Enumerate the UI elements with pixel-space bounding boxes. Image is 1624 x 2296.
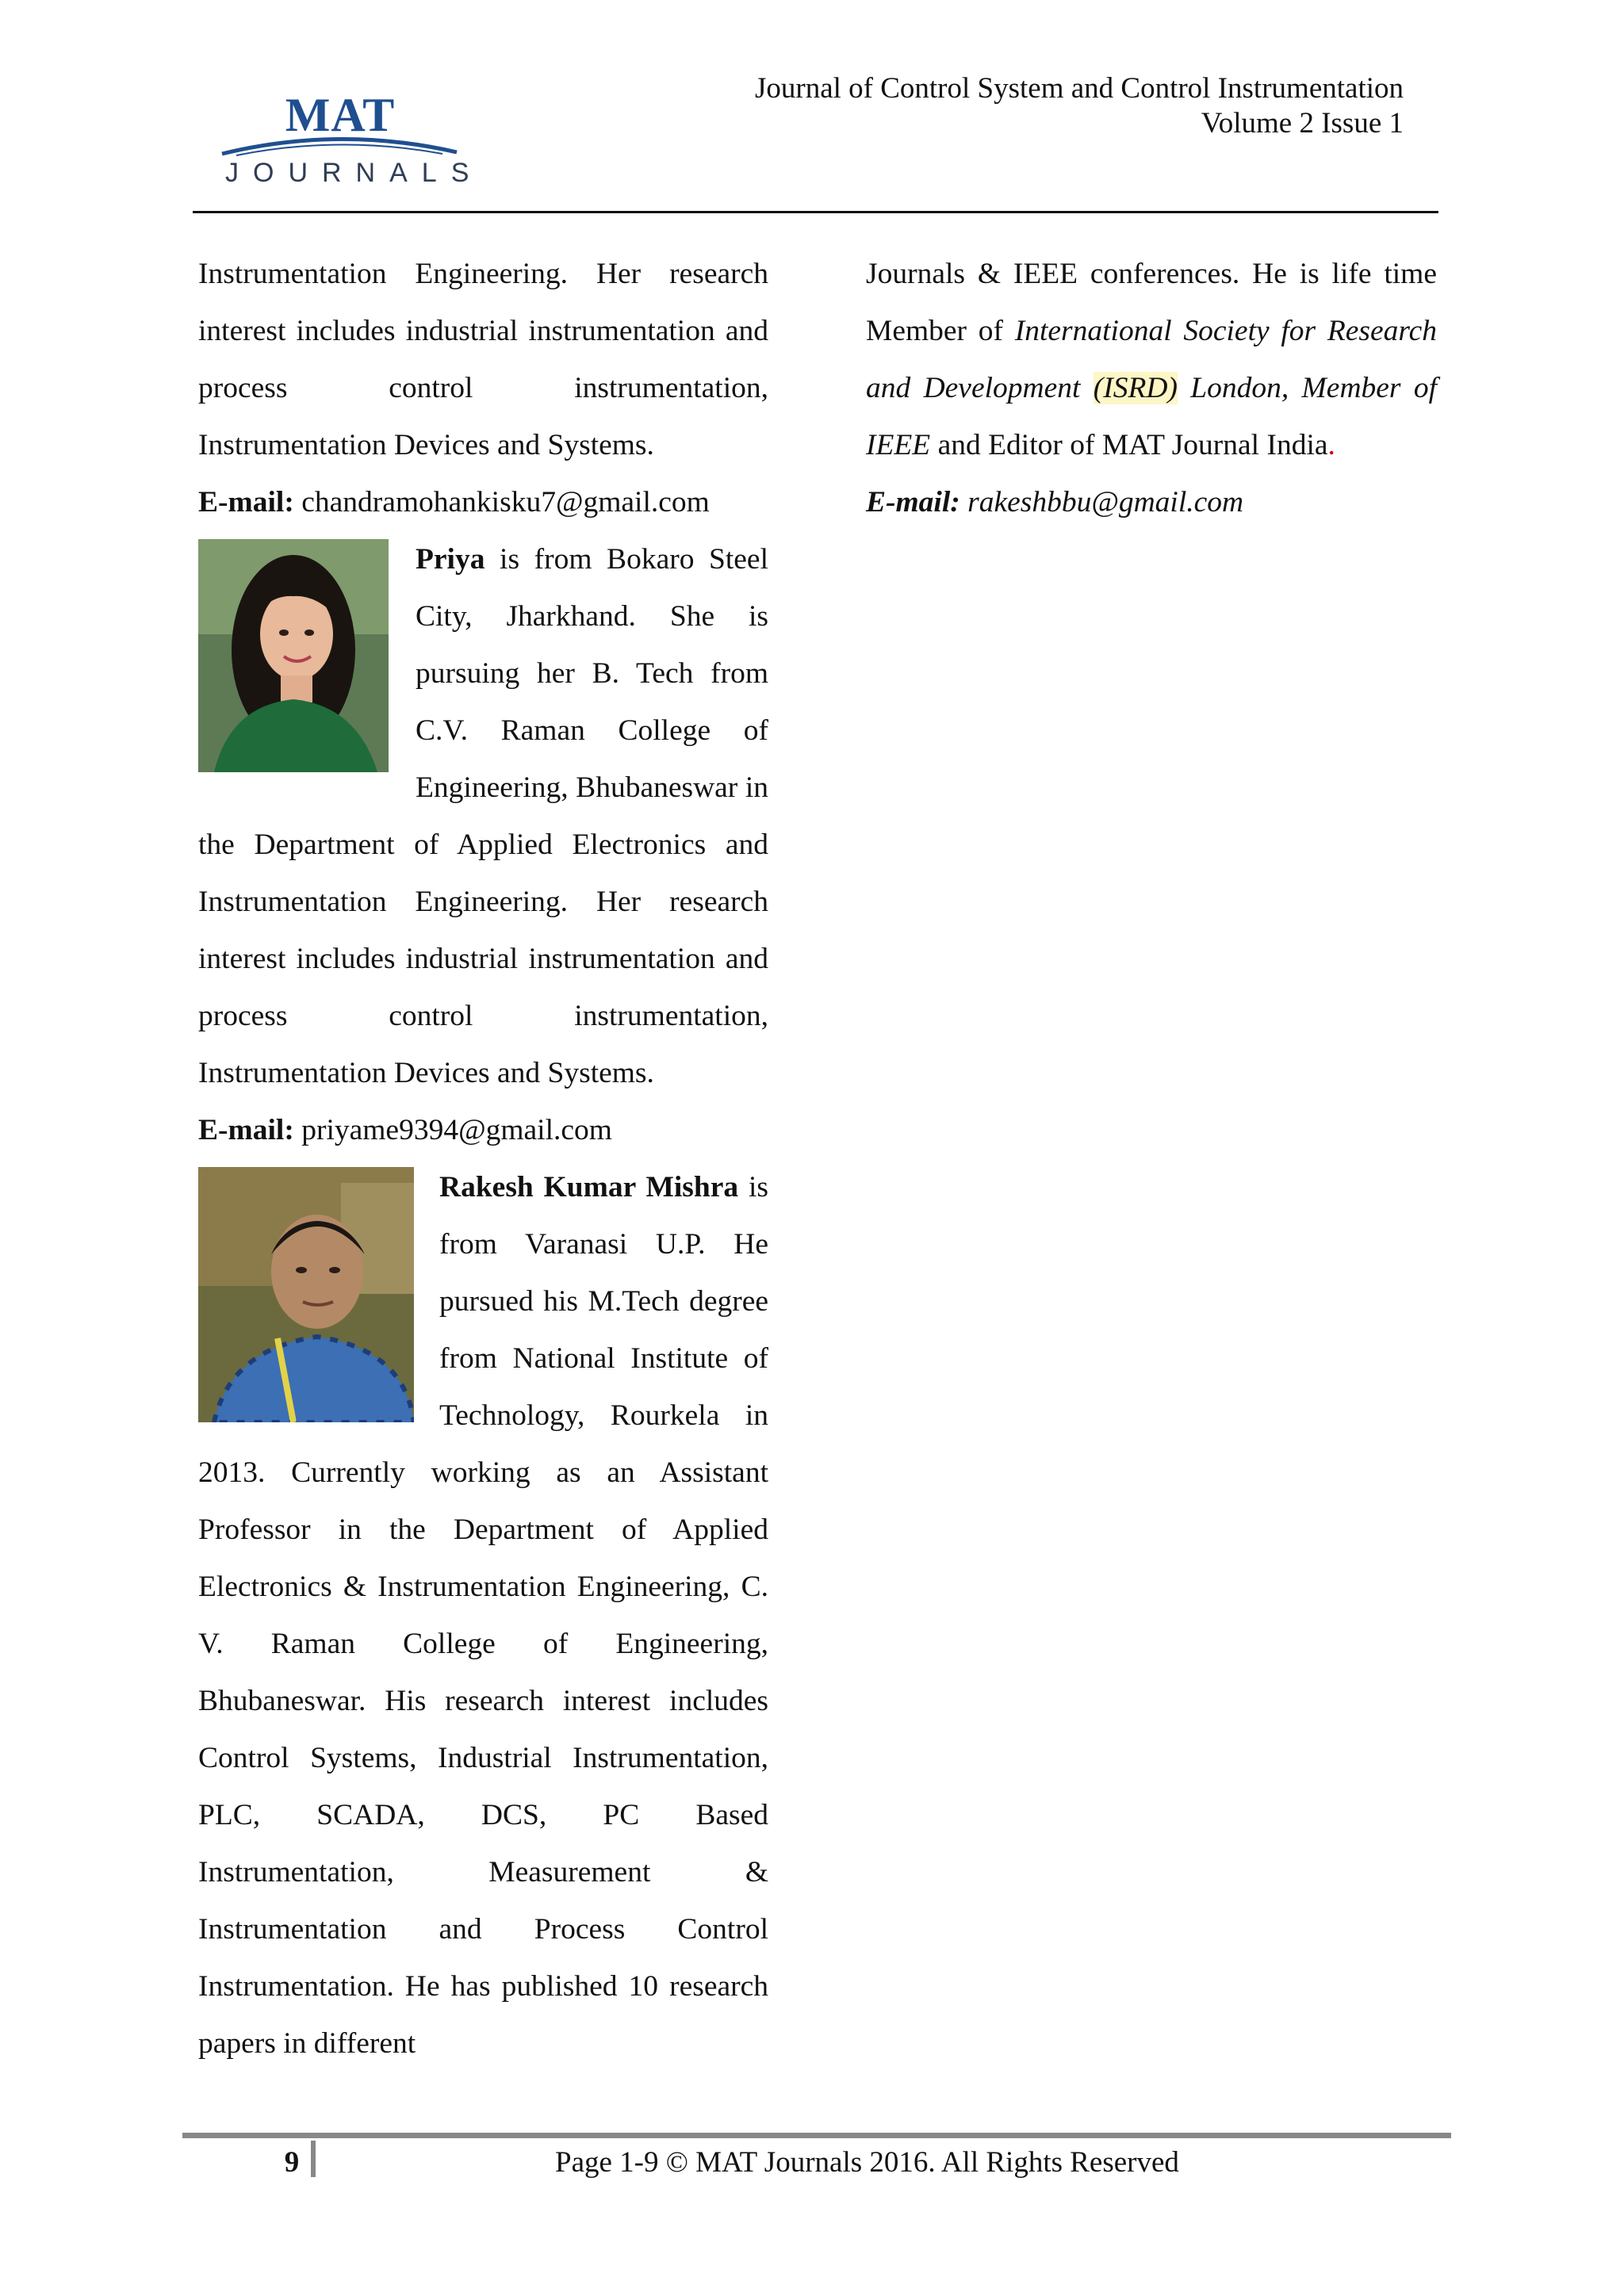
footer-copyright: Page 1-9 © MAT Journals 2016. All Rights Reserved — [555, 2146, 1179, 2179]
bio-text: and Editor of MAT Journal India — [930, 429, 1328, 461]
journal-volume: Volume 2 Issue 1 — [1201, 107, 1404, 140]
bio-text: Journals & IEEE conferences. He is life time Member of — [866, 258, 1437, 347]
email-address[interactable]: priyame9394@gmail.com — [293, 1114, 612, 1146]
email-address[interactable]: rakeshbbu@gmail.com — [959, 486, 1244, 519]
mat-journals-logo — [220, 87, 484, 190]
author-name: Rakesh Kumar Mishra — [439, 1171, 739, 1203]
bio-period: . — [1327, 429, 1335, 461]
logo-journals-text: JOURNALS — [225, 158, 484, 188]
society-location: London, Member of IEEE — [866, 372, 1438, 461]
author-email-line — [866, 474, 1437, 531]
logo-mat-text: MAT — [285, 89, 396, 141]
email-address[interactable]: chandramohankisku7@gmail.com — [293, 486, 710, 519]
author-bio-priya — [198, 531, 768, 1102]
email-label: E-mail: — [198, 1114, 294, 1146]
email-label: E-mail: — [866, 486, 960, 519]
footer-separator — [311, 2141, 316, 2177]
author-bio-rakesh-continued — [866, 246, 1437, 474]
author-email-line — [198, 1102, 768, 1159]
bio-text: Instrumentation Engineering. Her research interest includes industrial instrumentation and process control instrumentation, Instrumentation Devices and Systems. — [198, 258, 768, 461]
society-acronym: (ISRD) — [1093, 372, 1178, 404]
author-bio-rakesh — [198, 1159, 768, 2072]
left-column — [198, 246, 768, 2072]
page-number: 9 — [284, 2146, 300, 2179]
footer-divider — [182, 2133, 1451, 2138]
author-name: Priya — [416, 543, 485, 576]
society-name: International Society for Research and Development — [866, 315, 1437, 404]
author-photo-rakesh — [198, 1167, 414, 1422]
journal-header — [755, 71, 1404, 141]
header-divider — [193, 211, 1438, 213]
author-bio-continued — [198, 246, 768, 474]
author-email-line — [198, 474, 768, 531]
bio-text: is from Bokaro Steel City, Jharkhand. She is pursuing her B. Tech from C.V. Raman College of Engineering, Bhubaneswar in the Department of Applied Electronics and Instrumentation Engineering. Her research interest includes industrial instrumentation and process control instrumentation, Instrumentation Devices and Systems. — [198, 543, 768, 1089]
bio-text: is from Varanasi U.P. He pursued his M.Tech degree from National Institute of Technology, Rourkela in 2013. Currently working as an Assistant Professor in the Department of Applied Electronics & Instrumentation Engineering, C. V. Raman College of Engineering, Bhubaneswar. His research interest includes Control Systems, Industrial Instrumentation, PLC, SCADA, DCS, PC Based Instrumentation, Measurement & Instrumentation and Process Control Instrumentation. He has published 10 research papers in different — [198, 1171, 768, 2060]
email-label: E-mail: — [198, 486, 294, 519]
right-column — [866, 246, 1437, 531]
author-photo-priya — [198, 539, 389, 772]
journal-title: Journal of Control System and Control Instrumentation — [754, 72, 1404, 105]
